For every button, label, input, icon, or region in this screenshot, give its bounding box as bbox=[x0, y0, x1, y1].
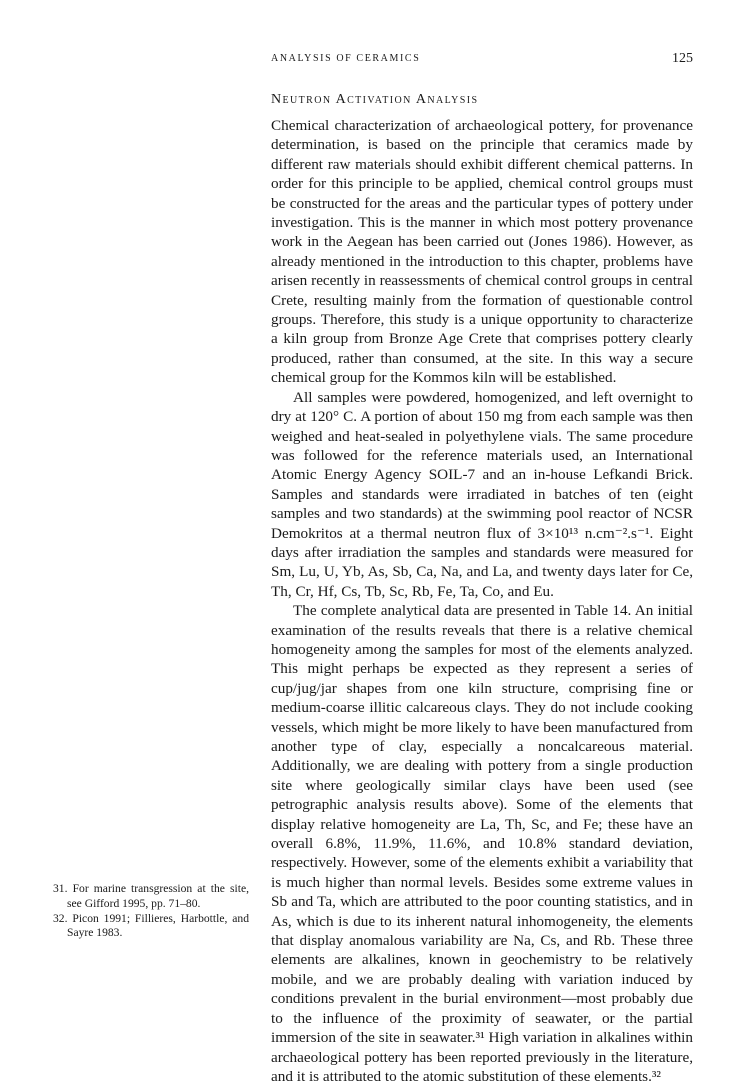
footnote-31 bbox=[53, 882, 249, 912]
running-head bbox=[271, 53, 693, 69]
footnotes bbox=[53, 882, 249, 941]
body-text bbox=[271, 116, 693, 1086]
paragraph: Chemical characterization of archaeological pottery, for provenance determination, is based on the principle that ceramics made by different raw materials should exhibit different chemical patterns. In order for this principle to be applied, chemical control groups must be constructed for the areas and the particular types of pottery under investigation. This is the manner in which most pottery provenance work in the Aegean has been carried out (Jones 1986). However, as already mentioned in the introduction to this chapter, problems have arisen recently in reassessments of chemical control groups in central Crete, resulting mainly from the formation of questionable control groups. Therefore, this study is a unique opportunity to characterize a kiln group from Bronze Age Crete that comprises pottery clearly produced, rather than consumed, at the site. In this way a secure chemical group for the Kommos kiln will be established. bbox=[271, 117, 693, 387]
paragraph: All samples were powdered, homogenized, and left overnight to dry at 120° C. A portion of about 150 mg from each sample was then weighed and heat-sealed in polyethylene vials. The same procedure was followed for the reference materials used, an International Atomic Energy Agency SOIL-7 and an in-house Lefkandi Brick. Samples and standards were irradiated in batches of ten (eight samples and two standards) at the swimming pool reactor of NCSR Demokritos at a thermal neutron flux of 3×10¹³ n.cm⁻².s⁻¹. Eight days after irradiation the samples and standards were measured for Sm, Lu, U, Yb, As, Sb, Ca, Na, and La, and twenty days later for Ce, Th, Cr, Hf, Cs, Tb, Sc, Rb, Fe, Ta, Co, and Eu. bbox=[271, 388, 693, 600]
page-number: 125 bbox=[672, 51, 693, 66]
footnote-32 bbox=[53, 911, 249, 942]
footnote-text: Picon 1991; Fillieres, Harbottle, and Sayre 1983. bbox=[67, 911, 249, 940]
section-heading: Neutron Activation Analysis bbox=[271, 92, 479, 107]
paragraph: The complete analytical data are presented in Table 14. An initial examination of the results reveals that there is a relative chemical homogeneity among the samples for most of the elements analyzed. This might perhaps be expected as they represent a series of cup/jug/jar shapes from one kiln structure, comprising fine or medium-coarse illitic calcareous clays. They do not include cooking vessels, which might be more likely to have been manufactured from another type of clay, especially a noncalcareous material. Additionally, we are dealing with pottery from a single production site where geologically similar clays have been used (see petrographic analysis results above). Some of the elements that display relative homogeneity are La, Th, Sc, and Fe; these have an overall 6.8%, 11.9%, 11.6%, and 10.8% standard deviation, respectively. However, some of the elements exhibit a variability that is much higher than normal levels. Besides some extreme values in Sb and Ta, which are attributed to the poor counting statistics, and in As, which is due to its inherent natural inhomogeneity, the elements that display anomalous variability are Na, Cs, and Rb. These three elements are alkalines, known in geochemistry to be relatively mobile, and we are probably dealing with variation induced by conditions prevalent in the burial environment—most probably due to the influence of the proximity of seawater, or the partial immersion of the site in seawater.³¹ High variation in alkalines within archaeological pottery has been reported previously in the literature, and it is attributed to the atomic substitution of these elements.³² bbox=[271, 602, 693, 1085]
footnote-text: For marine transgression at the site, see Gifford 1995, pp. 71–80. bbox=[67, 882, 249, 910]
running-title: ANALYSIS OF CERAMICS bbox=[271, 53, 421, 64]
footnote-number: 32. bbox=[53, 911, 68, 925]
footnote-number: 31. bbox=[53, 882, 68, 895]
